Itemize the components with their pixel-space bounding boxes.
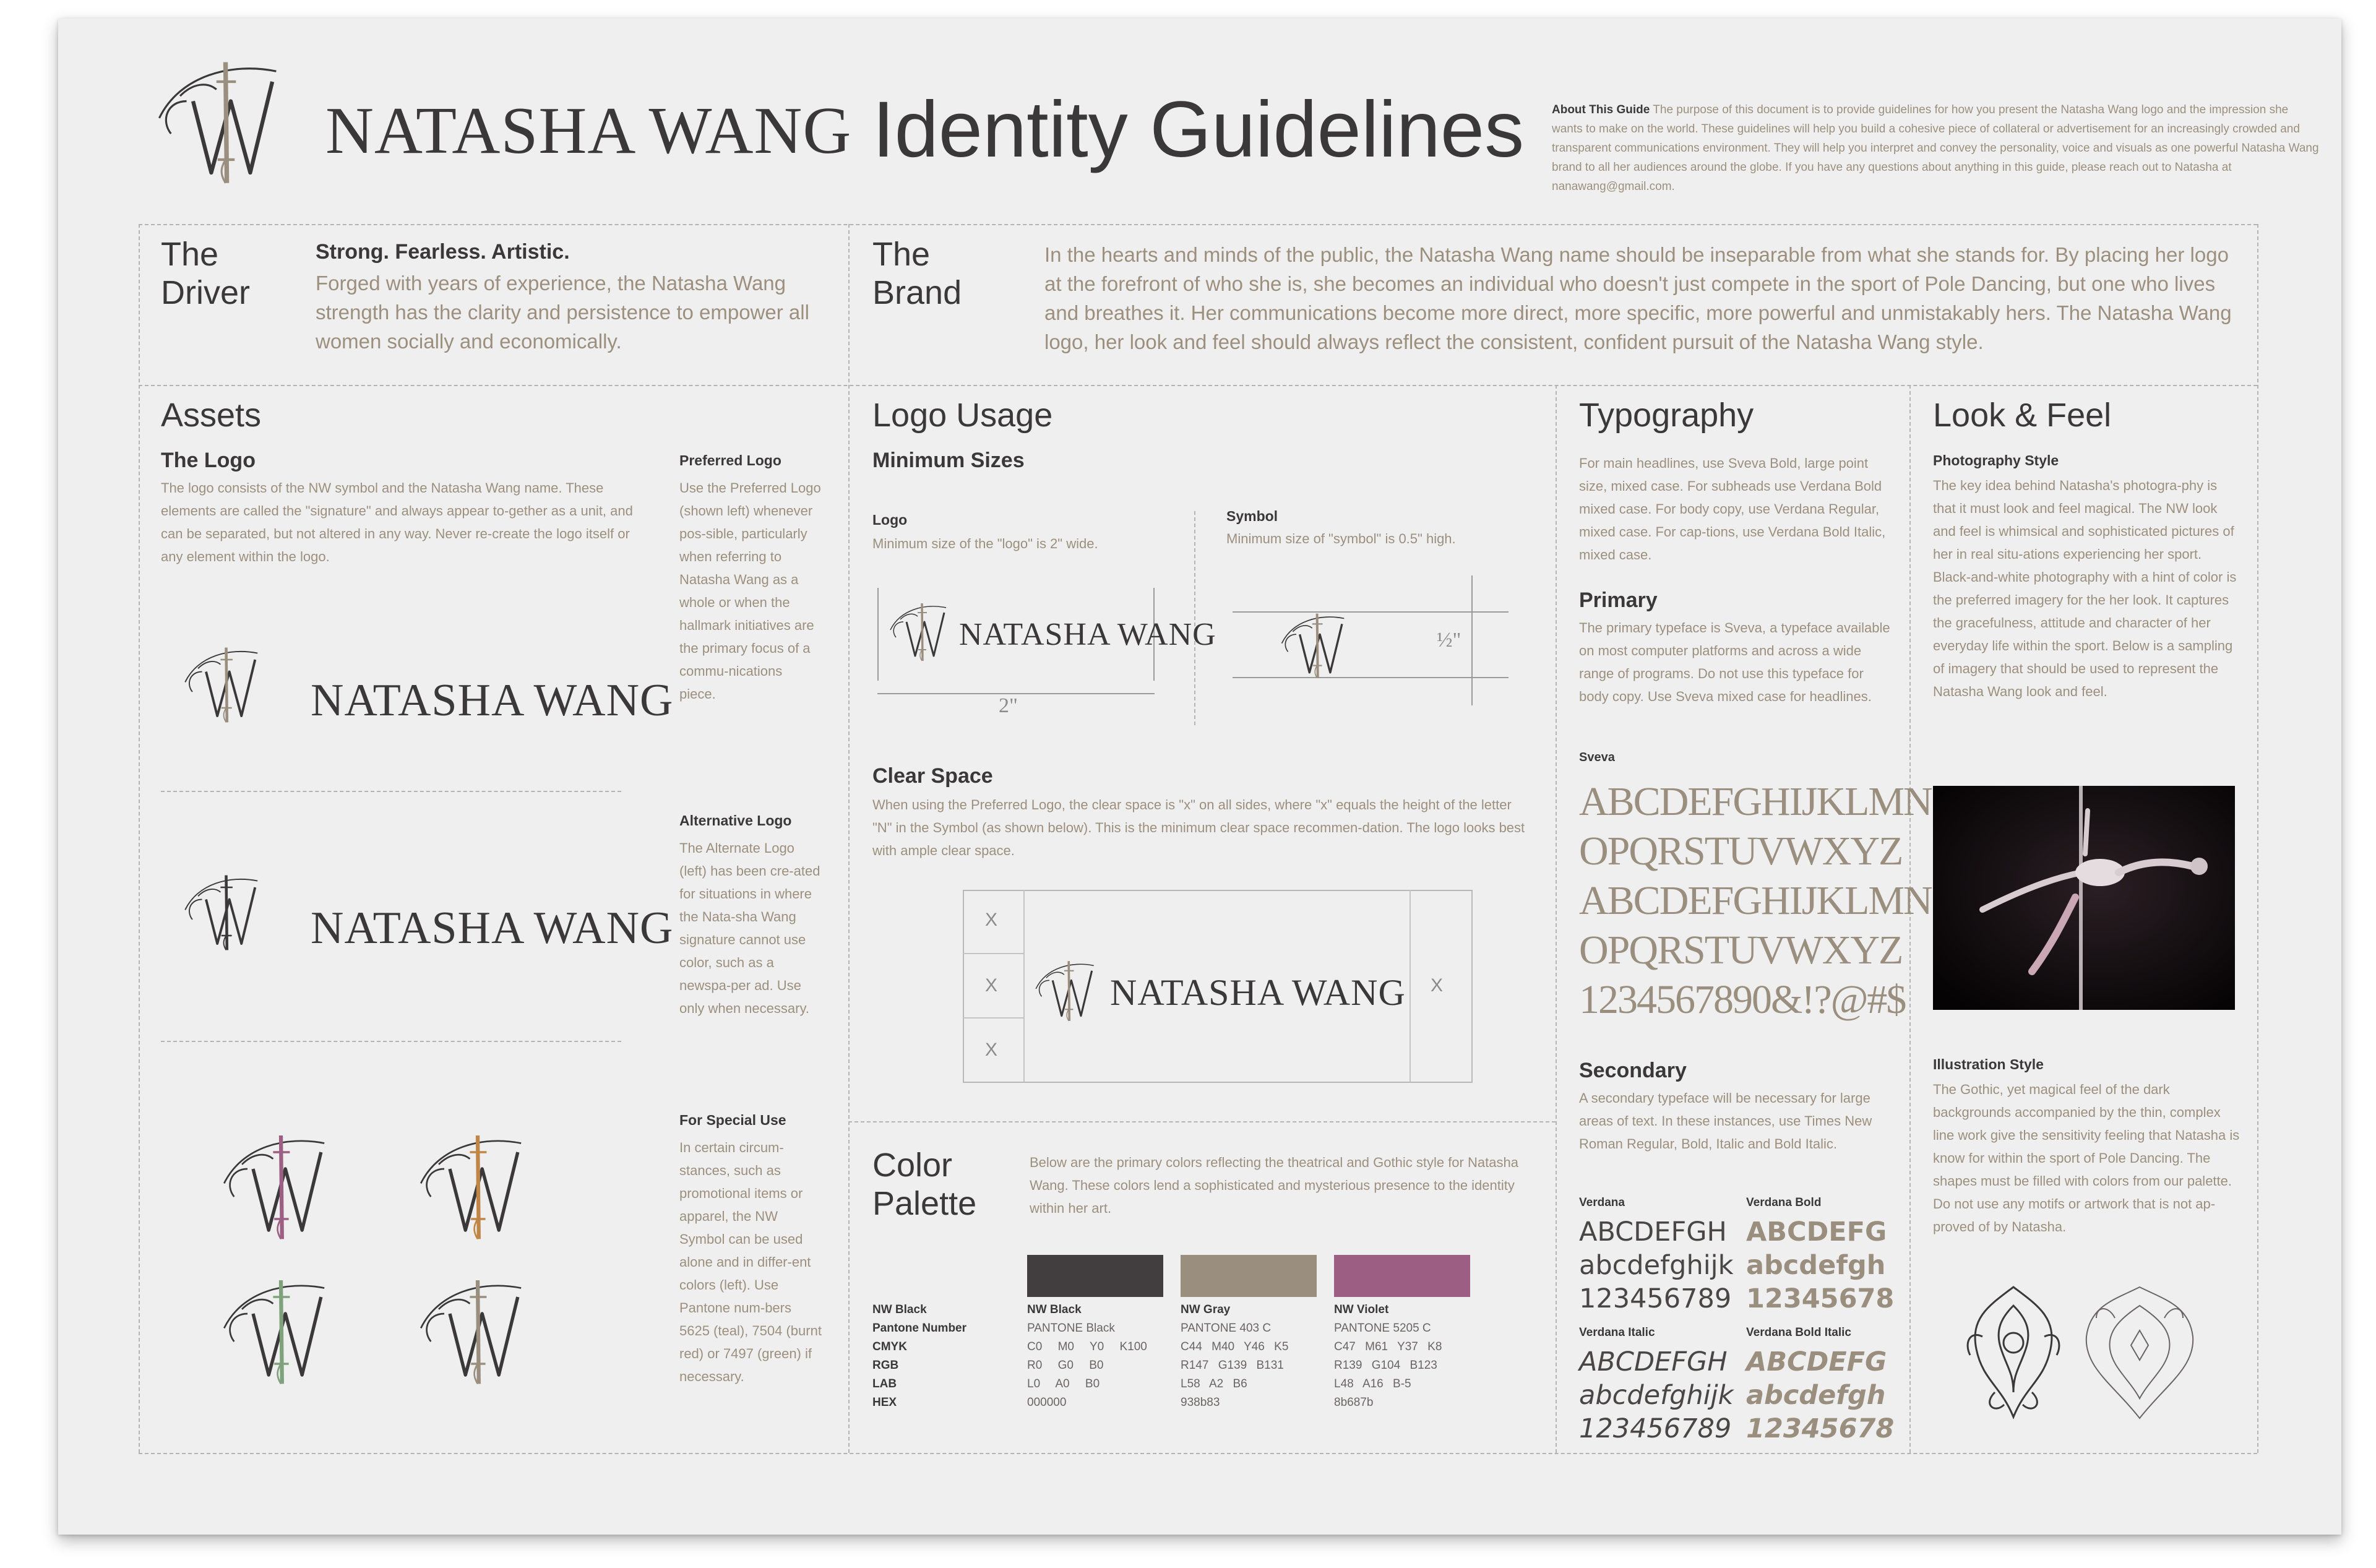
swatch-nw-gray	[1181, 1255, 1317, 1297]
logo-usage-title: Logo Usage	[872, 397, 1053, 434]
verdana-italic-label: Verdana Italic	[1579, 1326, 1655, 1339]
grid-line	[963, 1017, 1025, 1019]
primary-title: Primary	[1579, 588, 1658, 612]
assets-title: Assets	[161, 397, 262, 434]
divider	[1556, 385, 1557, 1453]
min-symbol-label: Symbol	[1226, 508, 1278, 524]
preferred-title: Preferred Logo	[679, 452, 781, 468]
min-logo-label: Logo	[872, 512, 908, 528]
divider	[161, 1041, 621, 1042]
dim-line	[877, 588, 879, 681]
pole-dancer-photo	[1933, 786, 2235, 1010]
divider	[139, 385, 2257, 386]
illus-style-text: The Gothic, yet magical feel of the dark backgrounds accompanied by the thin, complex line work give the sensitivity feeling that Natasha is know for within the sport of Pole Dancing. The shapes must be filled with colors from our palette. Do not use any motifs or artwork that is not ap-proved of by Natasha.	[1933, 1082, 2240, 1234]
about-text: The purpose of this document is to provide guidelines for how you present the Natasha Wang logo and the impression she wants to make on the world. These guidelines will help you build a cohesive piece of collateral or advertisement for an increasingly crowded and transparent communications environment. They will help you interpret and convey the personality, voice and visuals as one powerful Natasha Wang brand to all her audiences around the globe. If you have any questions about anything in this guide, please reach out to Natasha at nanawang@gmail.com.	[1552, 103, 2319, 193]
brand-body: In the hearts and minds of the public, the Natasha Wang name should be inseparable from what she stands for. By placing her logo at the forefront of who she is, she becomes an individual who doesn't just compete in the sport of Pole Dancing, but one who lives and breathes it. Her communications become more direct, more specific, more powerful and unmistakably hers. The Natasha Wang logo, her look and feel should always reflect the consistent, confident pursuit of the Natasha Wang style.	[1044, 243, 2232, 353]
logo-dimension: 2"	[999, 694, 1018, 717]
header-wordmark: NATASHA WANG	[325, 94, 852, 168]
verdana-label: Verdana	[1579, 1196, 1625, 1209]
driver-headline: Strong. Fearless. Artistic.	[316, 240, 570, 264]
alternative-logo-wordmark: NATASHA WANG	[311, 903, 674, 954]
swatch-info-nw-black: NW Black PANTONE Black C0 M0 Y0 K100 R0 G0 B0 L0 A0 B0 000000	[1027, 1303, 1147, 1409]
clear-x-mark: X	[985, 910, 998, 930]
swatch-nw-violet	[1334, 1255, 1470, 1297]
clear-x-mark: X	[985, 1040, 998, 1060]
divider	[848, 224, 850, 1453]
photo-style-title: Photography Style	[1933, 452, 2059, 468]
nw-symbol-orange-icon	[413, 1130, 531, 1241]
divider	[139, 1453, 2257, 1454]
look-feel-title: Look & Feel	[1933, 397, 2112, 434]
preferred-text: Use the Preferred Logo (shown left) whenever pos-sible, particularly when referring to Natasha Wang as a whole or when the hallmark initiatives are the primary focus of a commu-nications piece.	[679, 480, 821, 702]
min-sizes-title: Minimum Sizes	[872, 449, 1025, 472]
verdana-bold-specimen: ABCDEFG abcdefgh 12345678	[1746, 1217, 1895, 1314]
clear-x-mark: X	[1431, 975, 1444, 996]
min-symbol-text: Minimum size of "symbol" is 0.5" high.	[1226, 531, 1456, 546]
color-palette-intro: Below are the primary colors reflecting the theatrical and Gothic style for Natasha Wang. These colors lend a sophisticated and mysterious presence to the identity within her art.	[1030, 1155, 1518, 1216]
sveva-label: Sveva	[1579, 751, 1615, 764]
divider	[139, 224, 140, 1453]
grid-line	[963, 953, 1025, 954]
divider	[161, 791, 621, 792]
swatch-info-nw-gray: NW Gray PANTONE 403 C C44 M40 Y46 K5 R147 G139 B131 L58 A2 B6 938b83	[1181, 1303, 1289, 1409]
symbol-dimension: ½"	[1437, 629, 1461, 652]
driver-body: Forged with years of experience, the Natasha Wang strength has the clarity and persistence to empower all women socially and economically.	[316, 272, 809, 353]
verdana-specimen: ABCDEFGH abcdefghijk 123456789	[1579, 1217, 1734, 1314]
color-palette-title: Color Palette	[872, 1147, 977, 1222]
swatch-info-nw-violet: NW Violet PANTONE 5205 C C47 M61 Y37 K8 R139 G104 B123 L48 A16 B-5 8b687b	[1334, 1303, 1442, 1409]
photo-style-text: The key idea behind Natasha's photogra-phy is that it must look and feel magical. The NW look and feel is whimsical and sophisticated pictures of her in real situ-ations experiencing her sport. Black-and-white photography with a hint of color is the preferred imagery for the her look. It captures the gracefulness, attitude and character of her everyday life within the sport. Below is a sampling of imagery that should be used to represent the Natasha Wang look and feel.	[1933, 478, 2237, 699]
logo-text: The logo consists of the NW symbol and the Natasha Wang name. These elements are called the "signature" and always appear to-gether as a unit, and can be separated, but not altered in any way. Never re-create the logo itself or any element within the logo.	[161, 480, 633, 564]
clear-space-symbol-icon	[1028, 958, 1103, 1022]
verdana-italic-specimen: ABCDEFGH abcdefghijk 123456789	[1579, 1346, 1734, 1444]
special-text: In certain circum-stances, such as promotional items or apparel, the NW Symbol can be used alone and in differ-ent colors (left). Use Pantone num-bers 5625 (teal), 7504 (burnt red) or 7497 (green) if necessary.	[679, 1140, 822, 1384]
logo-title: The Logo	[161, 449, 256, 472]
alternative-logo-symbol-icon	[182, 871, 262, 952]
divider	[139, 224, 2257, 225]
preferred-logo-symbol-icon	[182, 644, 262, 724]
swatch-nw-black	[1027, 1255, 1163, 1297]
divider	[2257, 224, 2258, 1453]
secondary-text: A secondary typeface will be necessary for large areas of text. In these instances, use Times New Roman Regular, Bold, Italic and Bold Italic.	[1579, 1090, 1872, 1152]
clear-space-title: Clear Space	[872, 764, 993, 788]
driver-title: The Driver	[161, 236, 250, 311]
color-row-labels: NW Black Pantone Number CMYK RGB LAB HEX	[872, 1303, 967, 1409]
nw-symbol-icon	[139, 56, 299, 186]
about-guide	[1552, 100, 2319, 196]
about-label: About This Guide	[1552, 103, 1650, 116]
alternative-title: Alternative Logo	[679, 812, 792, 829]
nw-symbol-gray-icon	[413, 1275, 531, 1386]
min-logo-text: Minimum size of the "logo" is 2" wide.	[872, 536, 1098, 551]
divider	[848, 1121, 1556, 1122]
min-logo-wordmark: NATASHA WANG	[959, 617, 1216, 652]
clear-space-text: When using the Preferred Logo, the clear space is "x" on all sides, where "x" equals the height of the letter "N" in the Symbol (as shown below). This is the minimum clear space recommen-dation. The logo looks best with ample clear space.	[872, 797, 1525, 858]
primary-text: The primary typeface is Sveva, a typeface available on most computer platforms and across a wide range of programs. Do not use this typeface for body copy. Use Sveva mixed case for headlines.	[1579, 620, 1890, 704]
page-title: Identity Guidelines	[872, 85, 1525, 174]
brand-title: The Brand	[872, 236, 962, 311]
grid-line	[1023, 890, 1025, 1082]
gothic-ornament-light-icon	[2078, 1281, 2202, 1423]
illus-style-title: Illustration Style	[1933, 1056, 2044, 1072]
alternative-text: The Alternate Logo (left) has been cre-ated for situations in where the Nata-sha Wang signature cannot use color, such as a newspa-per ad. Use only when necessary.	[679, 840, 820, 1016]
special-title: For Special Use	[679, 1112, 786, 1128]
verdana-bold-italic-specimen: ABCDEFG abcdefgh 12345678	[1746, 1346, 1895, 1444]
gothic-ornament-dark-icon	[1958, 1281, 2069, 1423]
clear-x-mark: X	[985, 975, 998, 996]
nw-symbol-violet-icon	[217, 1130, 334, 1241]
clear-space-wordmark: NATASHA WANG	[1110, 972, 1406, 1013]
sveva-specimen: ABCDEFGHIJKLMN OPQRSTUVWXYZ ABCDEFGHIJKLMN OPQRSTUVWXYZ 1234567890&!?@#$	[1579, 779, 1932, 1022]
nw-symbol-green-icon	[217, 1275, 334, 1386]
guidelines-sheet	[58, 19, 2341, 1535]
min-symbol-icon	[1273, 610, 1354, 679]
dim-line	[1471, 575, 1473, 705]
secondary-title: Secondary	[1579, 1059, 1687, 1082]
preferred-logo-wordmark: NATASHA WANG	[311, 675, 674, 726]
verdana-bold-label: Verdana Bold	[1746, 1196, 1822, 1209]
min-logo-symbol-icon	[885, 600, 953, 662]
typography-title: Typography	[1579, 397, 1754, 434]
typography-intro: For main headlines, use Sveva Bold, large point size, mixed case. For subheads use Verdana Bold mixed case. For body copy, use Verdana Regular, mixed case. For cap-tions, use Verdana Bold Italic, mixed case.	[1579, 455, 1886, 562]
grid-line	[1410, 890, 1411, 1082]
verdana-bold-italic-label: Verdana Bold Italic	[1746, 1326, 1851, 1339]
